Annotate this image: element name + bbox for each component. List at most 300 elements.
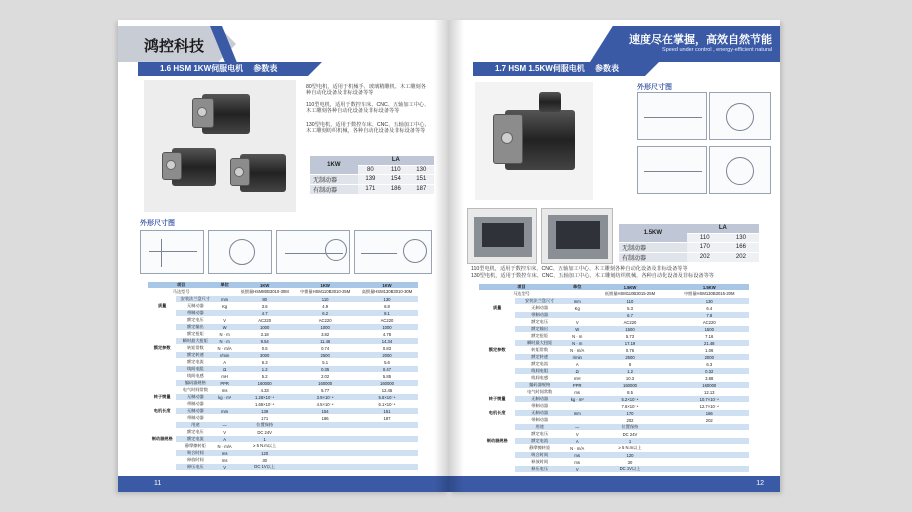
la-row-label: 无制动器 xyxy=(619,242,687,252)
spec-cell: 4.9 xyxy=(294,303,356,310)
spec-cell xyxy=(670,452,750,459)
spec-cell: ≥ 5 N.m以上 xyxy=(590,445,669,452)
spec-group-label xyxy=(479,424,515,431)
spec-cell: 2500 xyxy=(294,352,356,359)
spec-cell: 释压电压 xyxy=(515,466,564,473)
spec-cell: 21.48 xyxy=(670,340,750,347)
spec-cell: 160000 xyxy=(670,382,750,389)
spec-cell: 吸合时间 xyxy=(176,450,214,457)
table-row xyxy=(479,361,749,368)
spec-cell: N · m xyxy=(564,340,591,347)
spec-cell: V xyxy=(564,319,591,326)
description-80: 80型电机，适用于机械手、玻璃精雕机、木工雕刻各种自动化设备及非标设备等等 xyxy=(306,84,426,97)
table-row xyxy=(479,459,749,466)
table-row xyxy=(479,445,749,452)
table-row xyxy=(148,450,418,457)
spec-cell: 带制动器 xyxy=(515,403,564,410)
spec-group-label xyxy=(479,445,515,452)
spec-group-label xyxy=(479,298,515,305)
table-row xyxy=(148,394,418,401)
spec-cell: 额定输出 xyxy=(176,324,214,331)
description-110: 110型电机，适用于数控车床、CNC、五轴加工中心、木工雕刻各种自动化设备及非标设备等等 xyxy=(306,102,430,115)
spec-group-label xyxy=(479,319,515,326)
spec-cell xyxy=(670,459,750,466)
table-row xyxy=(479,431,749,438)
spec-cell: 瞬时最大扭矩 xyxy=(515,340,564,347)
table-row xyxy=(148,366,418,373)
spec-cell xyxy=(214,310,235,317)
spec-cell: 带制动器 xyxy=(176,415,214,422)
spec-group-label xyxy=(148,415,176,422)
spec-cell: A xyxy=(564,438,591,445)
la-table-corner: 1KW xyxy=(310,156,358,174)
spec-cell: 8.5 xyxy=(590,389,669,396)
spec-cell: 带制动器 xyxy=(515,312,564,319)
spec-cell: 12.45 xyxy=(356,387,418,394)
table-row xyxy=(148,296,418,303)
spec-group-label xyxy=(148,450,176,457)
table-row xyxy=(479,333,749,340)
spec-cell: 5.2×10⁻⁴ xyxy=(590,396,669,403)
spec-cell: 安装法兰盘尺寸 xyxy=(176,296,214,303)
spec-cell: 安装法兰盘尺寸 xyxy=(515,298,564,305)
spec-cell: A xyxy=(564,361,591,368)
spec-group-label xyxy=(479,340,515,347)
spec-cell xyxy=(670,431,750,438)
dimension-drawing-80-side xyxy=(140,230,204,274)
spec-group-label: 电机长度 xyxy=(148,408,176,415)
table-row xyxy=(479,375,749,382)
table-row xyxy=(148,310,418,317)
spec-cell: ms xyxy=(214,450,235,457)
slogan-english: Speed under control , energy-efficient natural xyxy=(662,47,772,53)
spec-cell xyxy=(356,450,418,457)
spec-cell: 12.13 xyxy=(670,389,750,396)
table-row xyxy=(148,408,418,415)
spec-cell: 5.73 xyxy=(590,333,669,340)
section-title-bar xyxy=(138,62,308,76)
la-cell: 154 xyxy=(383,174,408,184)
spec-cell: 4.33 xyxy=(235,387,294,394)
spec-cell xyxy=(564,291,591,298)
spec-cell: 0.35 xyxy=(294,366,356,373)
footer-band xyxy=(449,476,780,492)
spec-group-label xyxy=(148,464,176,471)
spec-cell: 4.7 xyxy=(235,310,294,317)
spec-group-label xyxy=(148,338,176,345)
spec-cell: 0.76 xyxy=(590,347,669,354)
dimension-drawing-80-front xyxy=(208,230,272,274)
spec-cell: 用途 xyxy=(515,424,564,431)
spec-cell: 4.5×10⁻⁴ xyxy=(294,401,356,408)
spec-cell: N · m/A xyxy=(564,347,591,354)
spec-cell: 80 xyxy=(235,296,294,303)
spec-cell: 110 xyxy=(294,296,356,303)
spec-cell: mH xyxy=(214,373,235,380)
spec-cell: 10.7×10⁻⁴ xyxy=(670,396,750,403)
spec-cell: 1.2 xyxy=(590,368,669,375)
spec-cell: 2000 xyxy=(670,354,750,361)
spec-cell xyxy=(356,422,418,429)
spec-cell: 额定转速 xyxy=(515,354,564,361)
spec-cell: 瞬时最大扭矩 xyxy=(176,338,214,345)
spec-group-label xyxy=(148,352,176,359)
spec-header-item: 项目 xyxy=(148,282,214,289)
spec-cell: 额定转速 xyxy=(176,352,214,359)
spec-cell: 202 xyxy=(670,417,750,424)
spec-cell: Kg xyxy=(214,303,235,310)
dimension-drawing-110-side xyxy=(276,230,350,274)
table-row xyxy=(148,436,418,443)
spec-cell: 3.18 xyxy=(235,331,294,338)
spec-cell: PPR xyxy=(214,380,235,387)
spec-cell: 转矩常数 xyxy=(515,347,564,354)
table-row xyxy=(479,305,749,312)
dimension-drawing-110 xyxy=(637,92,707,140)
spec-cell: 释放时间 xyxy=(176,457,214,464)
spec-cell: 额定电压 xyxy=(176,317,214,324)
spec-cell: 5.3 xyxy=(590,305,669,312)
spec-cell: 线间电阻 xyxy=(515,368,564,375)
spec-cell xyxy=(294,422,356,429)
spec-cell: DC 1V以上 xyxy=(590,466,669,473)
spec-cell: 额定电流 xyxy=(515,438,564,445)
spec-cell: Ω xyxy=(214,366,235,373)
spec-group-label: 质量 xyxy=(479,305,515,312)
spec-cell: ms xyxy=(564,389,591,396)
spec-cell: mm xyxy=(214,296,235,303)
spec-cell: 8.1 xyxy=(356,310,418,317)
spec-cell: r/min xyxy=(564,354,591,361)
dimension-drawing-130-front xyxy=(709,146,771,194)
spec-cell: N · m xyxy=(214,338,235,345)
spec-cell: 5.2 xyxy=(235,373,294,380)
spec-cell: 线间电阻 xyxy=(176,366,214,373)
spec-cell: 170 xyxy=(590,410,669,417)
spec-cell: 6.7 xyxy=(590,312,669,319)
spec-cell: 160000 xyxy=(356,380,418,387)
spec-group-label xyxy=(148,331,176,338)
motor-photo-1-5kw xyxy=(475,82,593,200)
brand-title: 鸿控科技 xyxy=(144,38,205,55)
spec-cell: 9.54 xyxy=(235,338,294,345)
spec-group-label xyxy=(148,422,176,429)
spec-group-label xyxy=(479,452,515,459)
dimension-heading: 外形尺寸图 xyxy=(637,84,672,91)
spec-cell: V xyxy=(214,464,235,471)
spec-cell: 171 xyxy=(235,415,294,422)
spec-cell: 编码器规格 xyxy=(515,382,564,389)
spec-cell: 6.1×10⁻⁴ xyxy=(356,401,418,408)
spec-cell: V xyxy=(214,429,235,436)
spec-table-body xyxy=(479,298,749,473)
spec-cell: 160000 xyxy=(235,380,294,387)
spec-cell: 5.85 xyxy=(356,373,418,380)
spec-cell: 120 xyxy=(235,450,294,457)
spec-group-label xyxy=(479,459,515,466)
footer-band xyxy=(118,476,449,492)
spec-cell xyxy=(214,289,235,296)
spec-cell xyxy=(294,436,356,443)
table-row xyxy=(479,298,749,305)
spec-cell: mm xyxy=(564,298,591,305)
spec-cell: 0.32 xyxy=(670,368,750,375)
dimension-drawing-130 xyxy=(354,230,432,274)
section-title: 1.7 HSM 1.5KW伺服电机 参数表 xyxy=(495,64,620,73)
la-cell: 130 xyxy=(723,233,759,242)
spec-cell: 3.82 xyxy=(294,331,356,338)
la-table-corner: 1.5KW xyxy=(619,224,687,242)
spec-cell: 无制动器 xyxy=(515,410,564,417)
spec-header-item: 项目 xyxy=(479,284,564,291)
left-page xyxy=(118,20,449,492)
table-row xyxy=(148,373,418,380)
spec-cell: 160000 xyxy=(590,382,669,389)
spec-cell: 电气时间常数 xyxy=(176,387,214,394)
la-cell: 139 xyxy=(358,174,383,184)
spec-cell: 5.6×10⁻⁴ xyxy=(356,394,418,401)
spec-cell: r/min xyxy=(214,352,235,359)
slogan: 速度尽在掌握，高效自然节能 xyxy=(629,34,772,46)
spec-cell: V xyxy=(214,317,235,324)
spec-group-label xyxy=(479,375,515,382)
spec-group-label xyxy=(148,296,176,303)
spec-group-label xyxy=(148,443,176,450)
spec-cell: 带制动器 xyxy=(515,417,564,424)
spec-group-label xyxy=(148,387,176,394)
spec-table-1kw xyxy=(148,282,418,471)
spec-cell: 释压电压 xyxy=(176,464,214,471)
table-row xyxy=(479,354,749,361)
table-row xyxy=(148,443,418,450)
spec-group-label xyxy=(479,368,515,375)
spec-cell: 带制动器 xyxy=(176,401,214,408)
motor-photo xyxy=(144,80,296,212)
spec-cell: N · m xyxy=(214,331,235,338)
spec-cell: AC220 xyxy=(235,317,294,324)
spec-cell xyxy=(356,436,418,443)
table-row xyxy=(479,452,749,459)
spec-cell: 无制动器 xyxy=(176,303,214,310)
spec-cell xyxy=(564,312,591,319)
la-cell: 171 xyxy=(358,184,383,194)
spec-cell xyxy=(294,450,356,457)
spec-cell: 7.8 xyxy=(670,312,750,319)
table-row xyxy=(148,387,418,394)
table-row xyxy=(479,410,749,417)
dimension-heading: 外形尺寸图 xyxy=(140,220,175,227)
section-title-bar xyxy=(473,62,645,76)
spec-cell: 额定扭矩 xyxy=(176,331,214,338)
dimension-drawing-130 xyxy=(637,146,707,194)
spec-cell: 5.6 xyxy=(356,359,418,366)
la-row-label: 有制动器 xyxy=(310,184,358,194)
spec-cell xyxy=(294,429,356,436)
spec-group-label xyxy=(479,389,515,396)
spec-cell: N · m xyxy=(564,333,591,340)
spec-cell: V xyxy=(564,431,591,438)
table-row xyxy=(148,338,418,345)
spec-header-unit: 单位 xyxy=(564,284,591,291)
spec-cell: 110 xyxy=(590,298,669,305)
spec-cell: ms xyxy=(564,452,591,459)
la-cell: 110 xyxy=(687,233,723,242)
spec-cell: 139 xyxy=(235,408,294,415)
la-cell: 80 xyxy=(358,165,383,174)
spec-cell xyxy=(564,403,591,410)
spec-cell: W xyxy=(564,326,591,333)
table-row xyxy=(479,382,749,389)
spec-cell: 1000 xyxy=(356,324,418,331)
spec-group-label xyxy=(479,361,515,368)
spec-cell: 6.3 xyxy=(670,361,750,368)
spec-model-value: 中惯量HSM110B3010-25M xyxy=(294,289,356,296)
spec-cell: 额定电压 xyxy=(515,319,564,326)
la-row-label: 无制动器 xyxy=(310,174,358,184)
spec-cell: 130 xyxy=(670,298,750,305)
spec-group-label xyxy=(479,417,515,424)
table-row xyxy=(479,396,749,403)
spec-cell: 6.2 xyxy=(294,310,356,317)
spec-group-label xyxy=(148,317,176,324)
spec-header-col: 1KW xyxy=(235,282,294,289)
spec-group-label xyxy=(148,359,176,366)
spec-cell: — xyxy=(214,422,235,429)
spec-cell xyxy=(294,457,356,464)
spec-cell: 用途 xyxy=(176,422,214,429)
table-row xyxy=(479,424,749,431)
spec-cell: Ω xyxy=(564,368,591,375)
table-row xyxy=(479,326,749,333)
spec-cell: 120 xyxy=(590,452,669,459)
spec-cell xyxy=(356,443,418,450)
spec-group-label xyxy=(479,333,515,340)
description-130: 130型电机，适用于数控车床、CNC、五轴加工中心、木工雕刻纺织机械，各种自动化设备及非标设备等等 xyxy=(471,273,714,279)
spec-cell xyxy=(356,429,418,436)
table-row xyxy=(479,368,749,375)
spec-cell: 202 xyxy=(590,417,669,424)
spec-group-label xyxy=(148,324,176,331)
right-page xyxy=(449,20,780,492)
spec-cell: DC 24V xyxy=(590,431,669,438)
spec-cell: 160000 xyxy=(294,380,356,387)
section-title: 1.6 HSM 1KW伺服电机 参数表 xyxy=(160,64,278,73)
spec-cell: 额定电流 xyxy=(176,359,214,366)
spec-group-label: 转子惯量 xyxy=(148,394,176,401)
spec-header-col: 1KW xyxy=(294,282,356,289)
spec-cell: 11.46 xyxy=(294,338,356,345)
spec-cell: 3.88 xyxy=(670,375,750,382)
table-row xyxy=(148,345,418,352)
page-number: 11 xyxy=(154,480,162,487)
spec-cell: ms xyxy=(564,459,591,466)
la-cell: 151 xyxy=(409,174,434,184)
spec-cell: V xyxy=(564,466,591,473)
spec-cell xyxy=(356,464,418,471)
spec-cell: 无制动器 xyxy=(515,396,564,403)
spec-cell: 30 xyxy=(235,457,294,464)
spec-cell: 3.9×10⁻⁴ xyxy=(294,394,356,401)
description-110: 110型电机，适用于数控车床、CNC、五轴加工中心、木工雕刻各种自动化设备及非标设备等等 xyxy=(471,266,688,272)
spec-cell: 130 xyxy=(356,296,418,303)
spec-group-label xyxy=(148,380,176,387)
spec-cell: 1.26×10⁻⁴ xyxy=(235,394,294,401)
spec-cell: 30 xyxy=(590,459,669,466)
spec-cell: N · m/A xyxy=(214,443,235,450)
spec-cell: ms xyxy=(214,457,235,464)
spec-cell: 7.16 xyxy=(670,333,750,340)
table-row xyxy=(148,331,418,338)
spec-cell: 1500 xyxy=(670,326,750,333)
spec-group-label xyxy=(479,312,515,319)
spec-group-label xyxy=(479,354,515,361)
spec-cell: N · m/A xyxy=(214,345,235,352)
spec-cell: 额定电压 xyxy=(176,429,214,436)
spec-header-col: 1.5KW xyxy=(590,284,669,291)
table-row xyxy=(148,303,418,310)
spec-cell: 0.47 xyxy=(356,366,418,373)
spec-header-col: 1.5KW xyxy=(670,284,750,291)
spec-model-value: 高惯量HSM130B3010-30M xyxy=(356,289,418,296)
spec-cell: DC 1V以上 xyxy=(235,464,294,471)
spec-cell: 1500 xyxy=(590,326,669,333)
spec-cell: 151 xyxy=(356,408,418,415)
spec-cell: 0.83 xyxy=(356,345,418,352)
la-table-col-header: LA xyxy=(687,224,759,233)
table-row xyxy=(148,422,418,429)
table-row xyxy=(479,466,749,473)
spec-cell: 6.4 xyxy=(670,305,750,312)
spec-cell: 4.78 xyxy=(356,331,418,338)
spec-cell: 1 xyxy=(235,436,294,443)
spec-cell: 1 xyxy=(590,438,669,445)
spec-cell: — xyxy=(564,424,591,431)
spec-cell: A xyxy=(214,436,235,443)
spec-cell: 166 xyxy=(670,410,750,417)
la-table xyxy=(310,156,434,195)
spec-cell: 2500 xyxy=(590,354,669,361)
spec-group-label xyxy=(479,382,515,389)
spec-cell: 吸合时间 xyxy=(515,452,564,459)
spec-header-unit: 单位 xyxy=(214,282,235,289)
spec-cell: ≥ 5 N.m以上 xyxy=(235,443,294,450)
spec-group-label: 额定参数 xyxy=(148,345,176,352)
spec-cell: mm xyxy=(214,408,235,415)
spec-cell: 1000 xyxy=(235,324,294,331)
la-table xyxy=(619,224,759,263)
spec-cell: 额定电流 xyxy=(176,436,214,443)
spec-model-value: 低惯量HSM110B3015-25M xyxy=(590,291,669,298)
spec-cell: 1.65×10⁻⁴ xyxy=(235,401,294,408)
spec-cell: 0.5 xyxy=(235,345,294,352)
la-table-col-header: LA xyxy=(358,156,434,165)
spec-cell: 5.77 xyxy=(294,387,356,394)
spec-cell: 5.1 xyxy=(294,359,356,366)
spec-cell: 17.19 xyxy=(590,340,669,347)
spec-cell: 无制动器 xyxy=(176,394,214,401)
spec-cell: mm xyxy=(564,410,591,417)
spec-cell: 转矩常数 xyxy=(176,345,214,352)
cnc-machine-photo-2 xyxy=(541,208,613,264)
spec-group-label xyxy=(148,457,176,464)
spec-cell: DC 24V xyxy=(235,429,294,436)
spec-cell: 电气时间常数 xyxy=(515,389,564,396)
spec-cell: 1000 xyxy=(294,324,356,331)
table-row xyxy=(148,429,418,436)
table-row xyxy=(479,389,749,396)
spec-cell: 0.74 xyxy=(294,345,356,352)
spec-model-label: 马达型号 xyxy=(148,289,214,296)
